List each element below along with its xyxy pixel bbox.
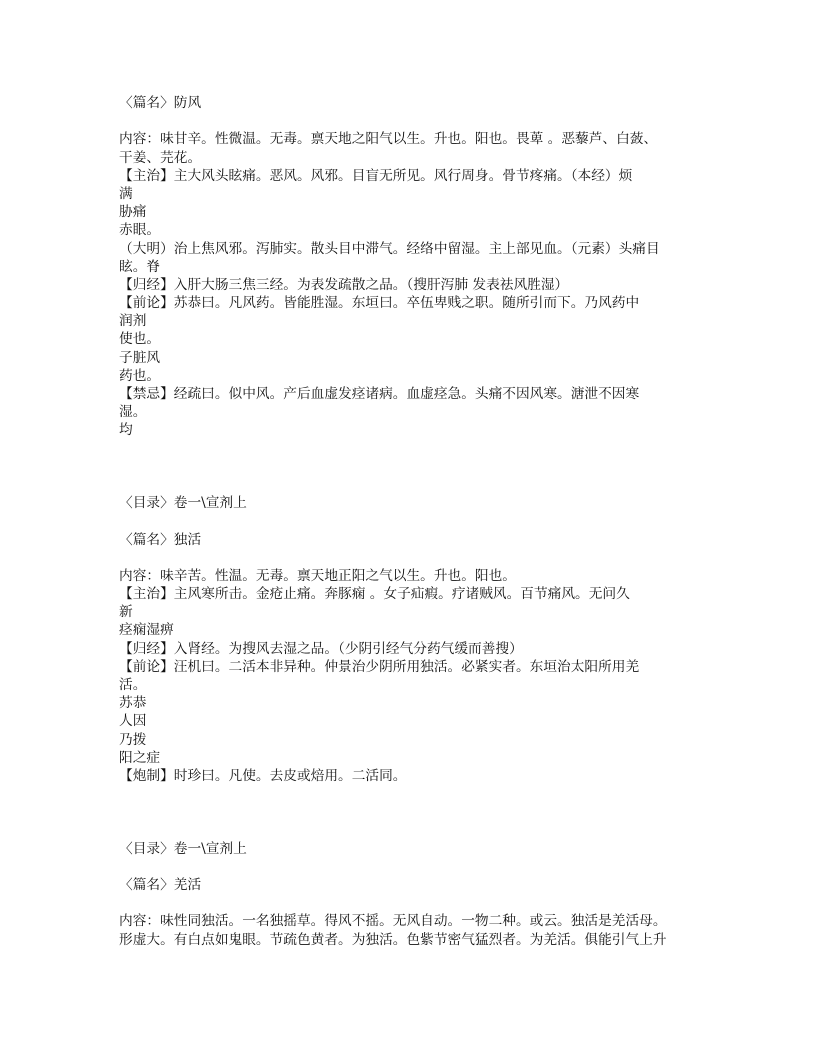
text-line: 眩。脊 xyxy=(119,258,161,275)
text-line: 内容：味甘辛。性微温。无毒。禀天地之阳气以生。升也。阳也。畏萆 。恶藜芦、白蔹、 xyxy=(119,131,658,148)
blank-line xyxy=(119,440,699,458)
text-line: 【主治】主大风头眩痛。恶风。风邪。目盲无所见。风行周身。骨节疼痛。（本经）烦 xyxy=(119,167,633,184)
text-line: 新 xyxy=(119,604,133,621)
text-line: 人因 xyxy=(119,713,147,730)
blank-line xyxy=(119,112,699,130)
text-line: 干姜、芫花。 xyxy=(119,149,202,166)
text-line: 〈目录〉卷一\宣剂上 xyxy=(119,840,247,857)
text-line: 〈篇名〉防风 xyxy=(119,95,202,111)
text-line: 痉痫湿痹 xyxy=(119,622,174,639)
blank-line xyxy=(119,512,699,530)
blank-line xyxy=(119,894,699,912)
text-line: 湿。 xyxy=(119,404,147,421)
text-line: 苏恭 xyxy=(119,695,147,712)
text-line: 胁痛 xyxy=(119,204,147,221)
text-line: 赤眼。 xyxy=(119,222,161,239)
text-line: 【主治】主风寒所击。金疮止痛。奔豚痫 。女子疝瘕。疗诸贼风。百节痛风。无问久 xyxy=(119,586,630,603)
text-line: 〈篇名〉羌活 xyxy=(119,877,202,894)
text-line: 【归经】入肝大肠三焦三经。为表发疏散之品。（搜肝泻肺 发表祛风胜湿） xyxy=(119,276,569,293)
text-line: 【禁忌】经疏曰。似中风。产后血虚发痉诸病。血虚痉急。头痛不因风寒。溏泄不因寒 xyxy=(119,386,640,402)
document-body xyxy=(119,94,699,949)
text-line: 满 xyxy=(119,185,133,202)
text-line: 均 xyxy=(119,422,133,439)
blank-line xyxy=(119,458,699,476)
text-line: （大明）治上焦风邪。泻肺实。散头目中滞气。经络中留湿。主上部见血。（元素）头痛目 xyxy=(119,240,660,257)
text-line: 子脏风 xyxy=(119,349,161,366)
text-line: 药也。 xyxy=(119,367,161,384)
text-line: 【归经】入肾经。为搜风去湿之品。（少阴引经气分药气缓而善搜） xyxy=(119,640,523,657)
text-line: 〈篇名〉独活 xyxy=(119,531,202,548)
text-line: 【前论】苏恭曰。凡风药。皆能胜湿。东垣曰。卒伍卑贱之职。随所引而下。乃风药中 xyxy=(119,295,640,312)
blank-line xyxy=(119,858,699,876)
blank-line xyxy=(119,785,699,803)
text-line: 内容：味性同独活。一名独摇草。得风不摇。无风自动。一物二种。或云。独活是羌活母。 xyxy=(119,913,667,930)
text-line: 使也。 xyxy=(119,331,161,348)
text-line: 润剂 xyxy=(119,313,147,330)
text-line: 〈目录〉卷一\宣剂上 xyxy=(119,495,247,512)
blank-line xyxy=(119,803,699,821)
blank-line xyxy=(119,476,699,494)
text-line: 活。 xyxy=(119,677,147,693)
blank-line xyxy=(119,549,699,567)
text-line: 内容：味辛苦。性温。无毒。禀天地正阳之气以生。升也。阳也。 xyxy=(119,567,516,584)
text-line: 形虚大。有白点如鬼眼。节疏色黄者。为独活。色紫节密气猛烈者。为羌活。俱能引气上升 xyxy=(119,931,667,948)
text-line: 阳之症 xyxy=(119,749,161,766)
blank-line xyxy=(119,822,699,840)
text-line: 【炮制】时珍曰。凡使。去皮或焙用。二活同。 xyxy=(119,767,407,784)
text-line: 乃拨 xyxy=(119,731,147,748)
text-line: 【前论】汪机曰。二活本非异种。仲景治少阴所用独活。必紧实者。东垣治太阳所用羌 xyxy=(119,658,640,675)
